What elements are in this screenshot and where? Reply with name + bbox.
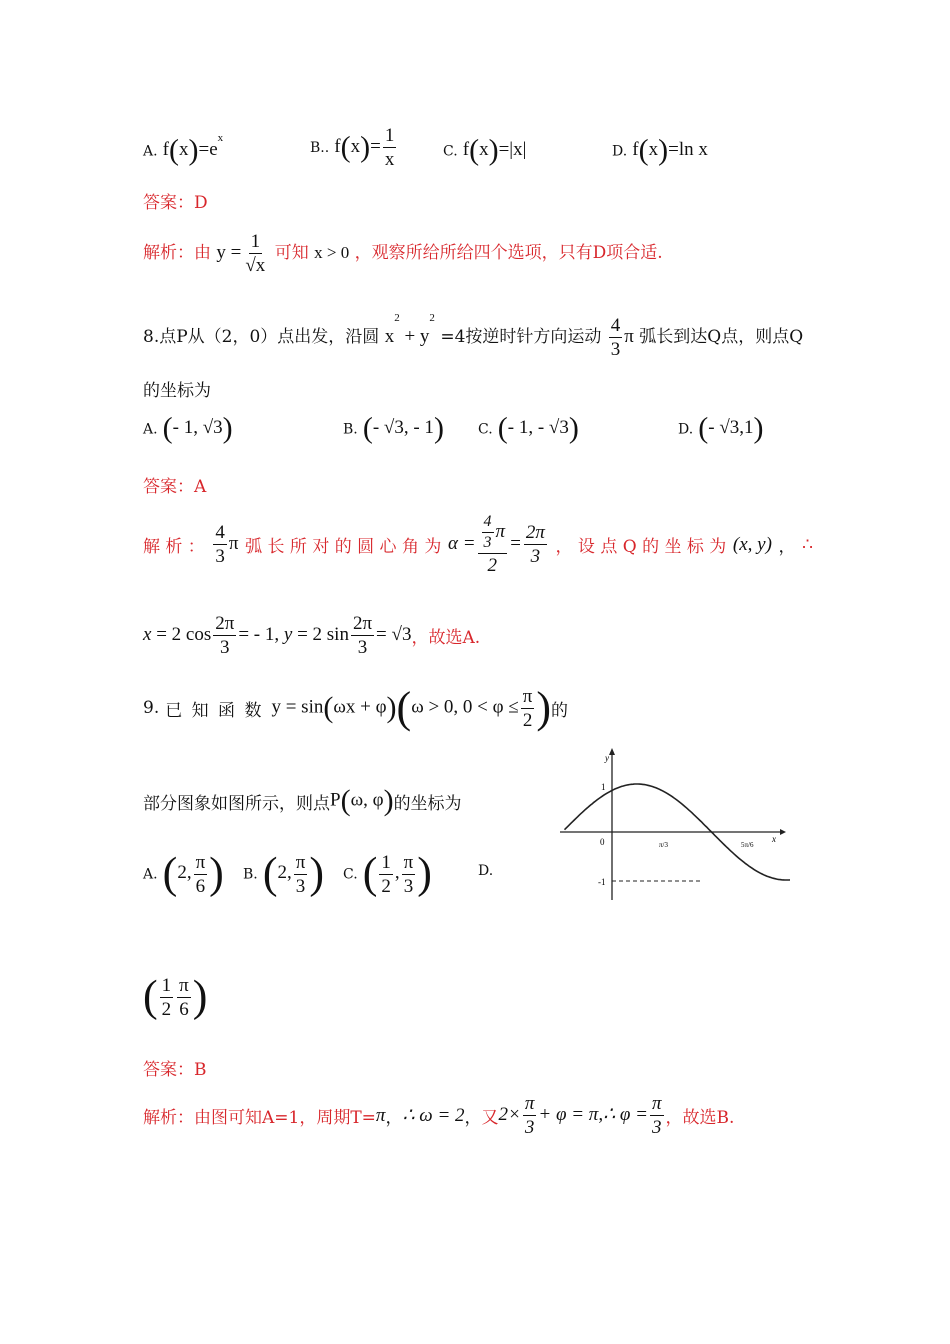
option-label: A. — [143, 866, 158, 883]
analysis-text: 又 — [481, 1108, 499, 1128]
option-label: B.. — [310, 139, 330, 156]
q9-sine-graph — [555, 745, 790, 905]
q9-stem — [143, 683, 569, 732]
math-expr: π — [375, 1104, 386, 1126]
analysis-text: ， 设 点 Q 的 坐 标 为 — [555, 537, 727, 557]
analysis-end: ，故选A. — [411, 628, 481, 648]
math-expr: (- 1, √3) — [162, 412, 233, 445]
math-expr: (x, y) — [732, 533, 772, 555]
math-expr: f(x)=|x| — [462, 134, 527, 167]
stem-text: 部分图象如图所示，则点 — [143, 793, 330, 814]
origin-label: 0 — [600, 837, 605, 847]
stem-text: 已 知 函 数 — [165, 700, 264, 721]
stem-text: 的 — [551, 700, 569, 721]
q7-option-b — [310, 126, 398, 169]
math-expr: 2× $\frac{\pi}{3}$ + φ = π,∴ φ = $\frac{\pi}{3}$ — [498, 1093, 662, 1138]
q7-analysis — [143, 232, 663, 275]
analysis-prefix: 解析： — [143, 1108, 194, 1128]
analysis-mid: 可知 — [274, 242, 309, 263]
option-label: C. — [478, 421, 493, 438]
stem-text: 的坐标为 — [393, 793, 462, 814]
math-expr: x = 2 cos $\frac{2\pi}{3}$ = - 1, y = 2 sin $\frac{2\pi}{3}$ = √3 — [143, 613, 412, 658]
option-label: B. — [243, 866, 258, 883]
math-expr: (2, $\frac{\pi}{6}$ ) — [162, 849, 224, 898]
y-axis-arrow — [609, 748, 615, 755]
option-label: A. — [143, 421, 158, 438]
analysis-text: 由图可知A=1，周期T= — [194, 1108, 376, 1128]
option-label: D. — [678, 421, 694, 438]
q9-option-d-value — [143, 972, 208, 1021]
q9-stem-line2 — [143, 786, 462, 816]
q8-analysis-line2 — [143, 614, 480, 657]
q8-stem — [143, 312, 804, 360]
option-label: C. — [343, 866, 358, 883]
analysis-end: ，故选B. — [665, 1108, 735, 1128]
math-expr: (2, $\frac{\pi}{3}$ ) — [262, 849, 324, 898]
analysis-text: 弧 长 所 对 的 圆 心 角 为 — [245, 537, 442, 557]
q8-option-a — [143, 414, 233, 444]
math-expr: ( $\frac{1}{2}$ $\frac{\pi}{6}$ ) — [143, 972, 208, 1021]
math-expr: y = sin(ωx + φ)(ω > 0, 0 < φ ≤ $\frac{\pi}{2}$ ) — [271, 683, 552, 732]
math-expr: $x^2 + y^2$ — [384, 312, 435, 347]
therefore-symbol: ∴ — [802, 534, 813, 555]
q8-option-b — [343, 414, 444, 444]
x-axis-arrow — [780, 829, 786, 835]
math-expr: $\frac{4}{3}$ π — [215, 522, 239, 567]
y-tick-1: 1 — [601, 782, 606, 792]
math-expr: $f(x)=e^x$ — [162, 132, 224, 167]
option-label: C. — [443, 143, 458, 160]
q9-option-b — [243, 849, 324, 898]
q7-option-a — [143, 132, 224, 167]
x-tick-5pi-6: 5π/6 — [741, 841, 754, 849]
analysis-prefix: 解析：由 — [143, 242, 211, 263]
math-expr: P(ω, φ) — [330, 784, 394, 817]
q8-answer: 答案：A — [143, 477, 207, 497]
q7-option-c — [443, 136, 526, 166]
stem-text: ）点出发，沿圆 — [260, 326, 380, 347]
stem-text: =4按逆时针方向运动 — [440, 326, 602, 347]
q8-option-d — [678, 414, 764, 444]
option-label: D. — [478, 863, 494, 879]
math-expr: y = $\frac{1}{√x}$ — [216, 231, 266, 276]
q9-analysis: 解析： 由图可知A=1，周期T= π ， ∴ ω = 2 ， 又 2× $\frac{\pi}{3}$ + φ = π,∴ φ = $\frac{\pi}{3}$ ，故选B. — [143, 1093, 735, 1138]
analysis-prefix: 解 析 ： — [143, 537, 205, 557]
y-axis-label: y — [605, 753, 609, 763]
q9-answer: 答案：B — [143, 1060, 207, 1080]
math-expr: x > 0 — [314, 242, 350, 262]
q8-stem-line2: 的坐标为 — [143, 381, 211, 401]
math-expr: (- 1, - √3) — [497, 412, 579, 445]
q8-analysis: 解 析 ： $\frac{4}{3}$ π 弧 长 所 对 的 圆 心 角 为 α = $\frac{4}{3}$ π 2 = $\frac{2\pi}{3}$ ， 设 点 Q 的 坐 标 为 (x, y) ， ∴ — [143, 513, 813, 576]
stem-text: 9. — [143, 698, 160, 718]
option-label: B. — [343, 421, 358, 438]
q9-option-c — [343, 849, 432, 898]
q9-option-d — [478, 860, 493, 879]
math-expr: ∴ ω = 2 — [402, 1105, 465, 1126]
math-expr: f(x)= $\frac{1}{x}$ — [334, 125, 395, 170]
stem-text: 8.点P从（2，0 — [143, 326, 261, 347]
math-expr: f(x)=ln x — [632, 134, 708, 167]
option-label: A. — [143, 143, 158, 160]
q7-answer: 答案：D — [143, 193, 208, 213]
q7-option-d — [612, 136, 708, 166]
option-label: D. — [612, 143, 628, 160]
q8-option-c — [478, 414, 579, 444]
stem-text: 弧长到达Q点，则点Q — [639, 326, 804, 347]
math-expr: ( $\frac{1}{2}$ , $\frac{\pi}{3}$ ) — [362, 849, 432, 898]
x-tick-pi-3: π/3 — [659, 841, 668, 849]
math-expr: α = $\frac{4}{3}$ π 2 = $\frac{2\pi}{3}$ — [447, 513, 545, 576]
analysis-suffix: ，观察所给所给四个选项，只有D项合适. — [354, 242, 663, 263]
y-tick-minus-1: -1 — [598, 877, 606, 887]
math-expr: (- √3, - 1) — [362, 412, 444, 445]
math-expr: (- √3,1) — [698, 412, 764, 445]
x-axis-label: x — [772, 834, 776, 844]
q9-option-a — [143, 849, 224, 898]
math-expr: $\frac{4}{3}$ π — [610, 315, 634, 360]
